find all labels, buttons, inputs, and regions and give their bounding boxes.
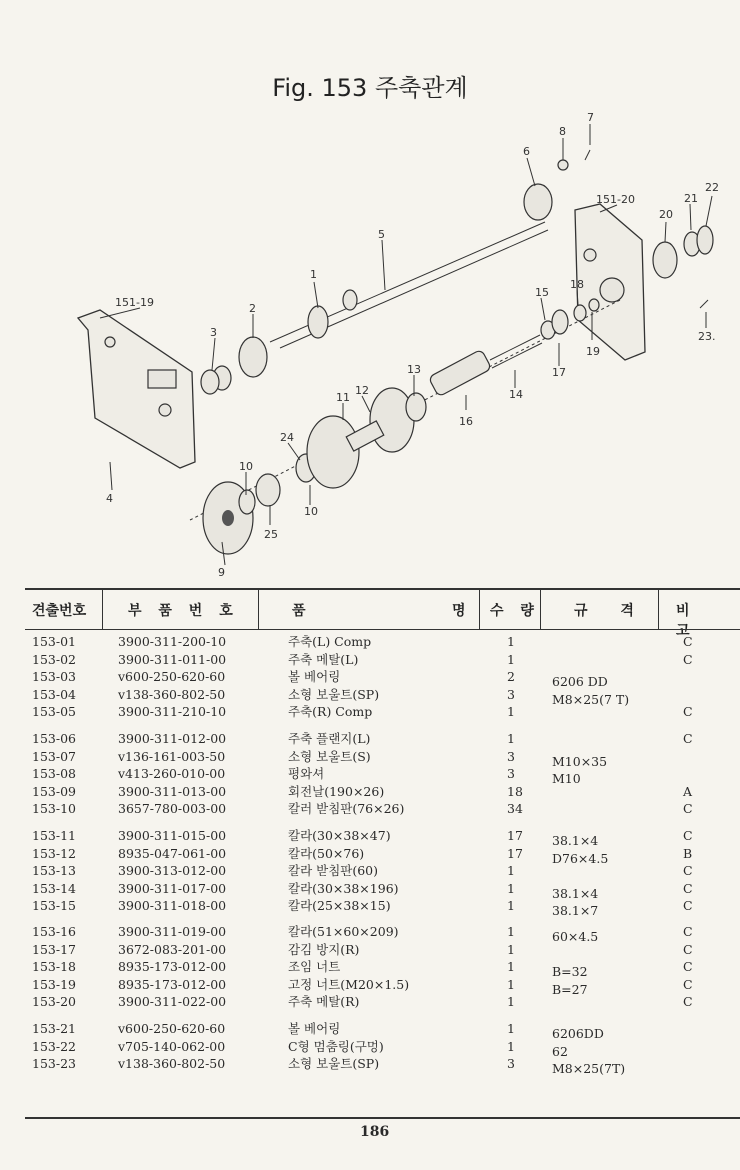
callout-23: 23. bbox=[698, 330, 716, 343]
quantity: 3 bbox=[507, 686, 515, 702]
column-divider bbox=[658, 590, 659, 629]
table-row bbox=[0, 880, 740, 901]
callout-3: 3 bbox=[210, 326, 217, 339]
left-side-frame bbox=[78, 310, 195, 468]
remark: C bbox=[683, 634, 693, 649]
part-name: 주축(L) Comp bbox=[288, 634, 372, 649]
callout-frame-151-19: 151-19 bbox=[115, 296, 154, 309]
part-number: v705-140-062-00 bbox=[118, 1038, 226, 1054]
quantity: 18 bbox=[507, 783, 523, 799]
header-bottom-border bbox=[25, 629, 740, 630]
item-number: 153-09 bbox=[32, 783, 76, 799]
part-number: 3900-311-012-00 bbox=[118, 731, 227, 746]
quantity: 1 bbox=[507, 880, 515, 896]
part-number: v138-360-802-50 bbox=[118, 686, 226, 702]
header-name-right: 명 bbox=[452, 603, 466, 619]
part-name: 주축 플랜지(L) bbox=[288, 731, 371, 746]
table-row bbox=[0, 827, 740, 848]
specification: 6206 DD bbox=[552, 674, 608, 689]
part-name: 소형 보울트(SP) bbox=[288, 686, 380, 702]
part-name: 조임 너트 bbox=[288, 959, 341, 974]
item-number: 153-13 bbox=[32, 863, 76, 878]
remark: C bbox=[683, 828, 693, 843]
item-number: 153-14 bbox=[32, 880, 76, 896]
table-row bbox=[0, 651, 740, 668]
item-number: 153-01 bbox=[32, 634, 76, 649]
callout-15: 15 bbox=[535, 286, 549, 299]
item-number: 153-15 bbox=[32, 898, 76, 913]
callout-14: 14 bbox=[509, 388, 523, 401]
part-number: 3900-313-012-00 bbox=[118, 863, 227, 878]
specification: B=32 bbox=[552, 964, 588, 979]
remark: C bbox=[683, 863, 693, 878]
remark: C bbox=[683, 976, 693, 992]
quantity: 1 bbox=[507, 898, 515, 913]
part-number: 8935-047-061-00 bbox=[118, 845, 227, 861]
table-row bbox=[0, 686, 740, 707]
page-number: 186 bbox=[360, 1124, 390, 1140]
specification: 38.1×4 bbox=[552, 885, 599, 901]
remark: C bbox=[683, 959, 693, 974]
quantity: 3 bbox=[507, 766, 515, 781]
callout-10-upper: 10 bbox=[239, 460, 253, 473]
main-shaft-left bbox=[201, 184, 552, 394]
part-number: 3657-780-003-00 bbox=[118, 801, 227, 816]
header-quantity: 수 량 bbox=[490, 603, 540, 619]
part-number: 3900-311-011-00 bbox=[118, 651, 227, 667]
part-name: 주축 메탈(L) bbox=[288, 651, 359, 667]
part-number: v138-360-802-50 bbox=[118, 1056, 226, 1071]
header-part-number: 부 품 번 호 bbox=[128, 603, 239, 619]
callout-17: 17 bbox=[552, 366, 566, 379]
part-name: C형 멈춤링(구멍) bbox=[288, 1038, 384, 1054]
item-number: 153-04 bbox=[32, 686, 76, 702]
callout-8: 8 bbox=[559, 125, 566, 138]
callout-21: 21 bbox=[684, 192, 698, 205]
table-row bbox=[0, 897, 740, 918]
part-number: 3900-311-017-00 bbox=[118, 880, 227, 896]
remark: A bbox=[683, 783, 693, 799]
specification: 62 bbox=[552, 1043, 568, 1059]
item-number: 153-17 bbox=[32, 941, 76, 957]
remark: C bbox=[683, 731, 693, 746]
quantity: 3 bbox=[507, 1056, 515, 1071]
part-name: 주축(R) Comp bbox=[288, 704, 373, 719]
item-number: 153-22 bbox=[32, 1038, 76, 1054]
part-number: 3900-311-015-00 bbox=[118, 828, 227, 843]
specification: M10 bbox=[552, 771, 581, 786]
item-number: 153-02 bbox=[32, 651, 76, 667]
part-number: 8935-173-012-00 bbox=[118, 959, 227, 974]
item-number: 153-05 bbox=[32, 704, 76, 719]
remark: C bbox=[683, 898, 693, 913]
column-divider bbox=[102, 590, 103, 629]
table-row bbox=[0, 703, 740, 720]
part-number: v600-250-620-60 bbox=[118, 1021, 226, 1036]
table-bottom-border bbox=[25, 1117, 740, 1119]
part-name: 소형 보울트(S) bbox=[288, 748, 371, 764]
callout-19: 19 bbox=[586, 345, 600, 358]
callout-1: 1 bbox=[310, 268, 317, 281]
remark: C bbox=[683, 941, 693, 957]
specification: B=27 bbox=[552, 981, 588, 997]
quantity: 1 bbox=[507, 704, 515, 719]
table-row bbox=[0, 783, 740, 800]
part-name: 칼라(30×38×196) bbox=[288, 880, 399, 896]
part-number: v600-250-620-60 bbox=[118, 669, 226, 684]
table-row bbox=[0, 862, 740, 879]
part-number: 3672-083-201-00 bbox=[118, 941, 227, 957]
callout-4: 4 bbox=[106, 492, 113, 505]
part-name: 칼라 받침판(60) bbox=[288, 863, 379, 878]
callout-9: 9 bbox=[218, 566, 225, 579]
specification: M10×35 bbox=[552, 753, 608, 769]
remark: C bbox=[683, 880, 693, 896]
quantity: 1 bbox=[507, 959, 515, 974]
callout-5: 5 bbox=[378, 228, 385, 241]
part-number: 3900-311-013-00 bbox=[118, 783, 227, 799]
callout-25: 25 bbox=[264, 528, 278, 541]
remark: C bbox=[683, 651, 693, 667]
item-number: 153-07 bbox=[32, 748, 76, 764]
remark: C bbox=[683, 801, 693, 816]
item-number: 153-06 bbox=[32, 731, 76, 746]
remark: C bbox=[683, 924, 693, 939]
quantity: 17 bbox=[507, 828, 523, 843]
part-name: 칼러 받침판(76×26) bbox=[288, 801, 405, 816]
table-row bbox=[0, 765, 740, 786]
quantity: 3 bbox=[507, 748, 515, 764]
right-side-frame bbox=[575, 204, 645, 360]
table-row bbox=[0, 845, 740, 866]
callout-6: 6 bbox=[523, 145, 530, 158]
table-row bbox=[0, 976, 740, 997]
item-number: 153-16 bbox=[32, 924, 76, 939]
table-row bbox=[0, 748, 740, 769]
quantity: 34 bbox=[507, 801, 523, 816]
header-item-no: 견출번호 bbox=[32, 603, 87, 619]
part-name: 고정 너트(M20×1.5) bbox=[288, 976, 410, 992]
specification: 6206DD bbox=[552, 1026, 604, 1041]
remark: B bbox=[683, 845, 693, 861]
table-row bbox=[0, 1020, 740, 1041]
column-divider bbox=[258, 590, 259, 629]
item-number: 153-19 bbox=[32, 976, 76, 992]
part-name: 칼라(25×38×15) bbox=[288, 898, 391, 913]
part-number: 3900-311-018-00 bbox=[118, 898, 227, 913]
quantity: 1 bbox=[507, 651, 515, 667]
part-number: 3900-311-022-00 bbox=[118, 994, 227, 1009]
item-number: 153-20 bbox=[32, 994, 76, 1009]
part-name: 감김 방지(R) bbox=[288, 941, 360, 957]
header-name-left: 품 bbox=[292, 603, 306, 619]
header-remarks: 비 고 bbox=[676, 603, 690, 639]
table-row bbox=[0, 958, 740, 979]
part-name: 회전날(190×26) bbox=[288, 783, 385, 799]
specification: 60×4.5 bbox=[552, 929, 599, 944]
part-name: 주축 메탈(R) bbox=[288, 994, 360, 1009]
quantity: 1 bbox=[507, 1038, 515, 1054]
table-row bbox=[0, 923, 740, 944]
table-row bbox=[0, 668, 740, 689]
remark: C bbox=[683, 704, 693, 719]
callout-11: 11 bbox=[336, 391, 350, 404]
column-divider bbox=[540, 590, 541, 629]
remark: C bbox=[683, 994, 693, 1009]
table-row bbox=[0, 1038, 740, 1059]
table-row bbox=[0, 800, 740, 817]
specification: D76×4.5 bbox=[552, 850, 609, 866]
table-top-border bbox=[25, 588, 740, 590]
quantity: 1 bbox=[507, 976, 515, 992]
item-number: 153-23 bbox=[32, 1056, 76, 1071]
part-name: 칼라(51×60×209) bbox=[288, 924, 399, 939]
header-spec: 규 격 bbox=[574, 603, 634, 619]
table-row bbox=[0, 730, 740, 747]
item-number: 153-21 bbox=[32, 1021, 76, 1036]
part-name: 볼 베어링 bbox=[288, 1021, 341, 1036]
part-name: 볼 베어링 bbox=[288, 669, 341, 684]
callout-10-lower: 10 bbox=[304, 505, 318, 518]
quantity: 2 bbox=[507, 669, 515, 684]
item-number: 153-10 bbox=[32, 801, 76, 816]
callout-24: 24 bbox=[280, 431, 294, 444]
specification: 38.1×7 bbox=[552, 903, 599, 918]
quantity: 1 bbox=[507, 863, 515, 878]
callout-20: 20 bbox=[659, 208, 673, 221]
item-number: 153-08 bbox=[32, 766, 76, 781]
quantity: 1 bbox=[507, 731, 515, 746]
table-row bbox=[0, 1055, 740, 1076]
part-number: 3900-311-019-00 bbox=[118, 924, 227, 939]
table-row bbox=[0, 633, 740, 650]
quantity: 17 bbox=[507, 845, 523, 861]
callout-13: 13 bbox=[407, 363, 421, 376]
part-number: 3900-311-200-10 bbox=[118, 634, 227, 649]
quantity: 1 bbox=[507, 924, 515, 939]
table-row bbox=[0, 993, 740, 1010]
quantity: 1 bbox=[507, 994, 515, 1009]
part-name: 평와셔 bbox=[288, 766, 325, 781]
part-name: 칼라(30×38×47) bbox=[288, 828, 391, 843]
part-number: 8935-173-012-00 bbox=[118, 976, 227, 992]
quantity: 1 bbox=[507, 941, 515, 957]
part-number: v413-260-010-00 bbox=[118, 766, 226, 781]
callout-22: 22 bbox=[705, 181, 719, 194]
part-name: 칼라(50×76) bbox=[288, 845, 365, 861]
item-number: 153-12 bbox=[32, 845, 76, 861]
figure-title: Fig. 153 주축관계 bbox=[272, 74, 468, 102]
table-row bbox=[0, 941, 740, 958]
callout-frame-151-20: 151-20 bbox=[596, 193, 635, 206]
specification: M8×25(7T) bbox=[552, 1061, 626, 1076]
callout-2: 2 bbox=[249, 302, 256, 315]
part-name: 소형 보울트(SP) bbox=[288, 1056, 380, 1071]
exploded-parts-diagram bbox=[0, 100, 740, 580]
callout-18: 18 bbox=[570, 278, 584, 291]
callout-7: 7 bbox=[587, 111, 594, 124]
column-divider bbox=[479, 590, 480, 629]
part-number: v136-161-003-50 bbox=[118, 748, 226, 764]
quantity: 1 bbox=[507, 634, 515, 649]
part-number: 3900-311-210-10 bbox=[118, 704, 227, 719]
quantity: 1 bbox=[507, 1021, 515, 1036]
callout-16: 16 bbox=[459, 415, 473, 428]
item-number: 153-03 bbox=[32, 669, 76, 684]
specification: 38.1×4 bbox=[552, 833, 599, 848]
item-number: 153-11 bbox=[32, 828, 76, 843]
callout-12: 12 bbox=[355, 384, 369, 397]
specification: M8×25(7 T) bbox=[552, 691, 630, 707]
item-number: 153-18 bbox=[32, 959, 76, 974]
